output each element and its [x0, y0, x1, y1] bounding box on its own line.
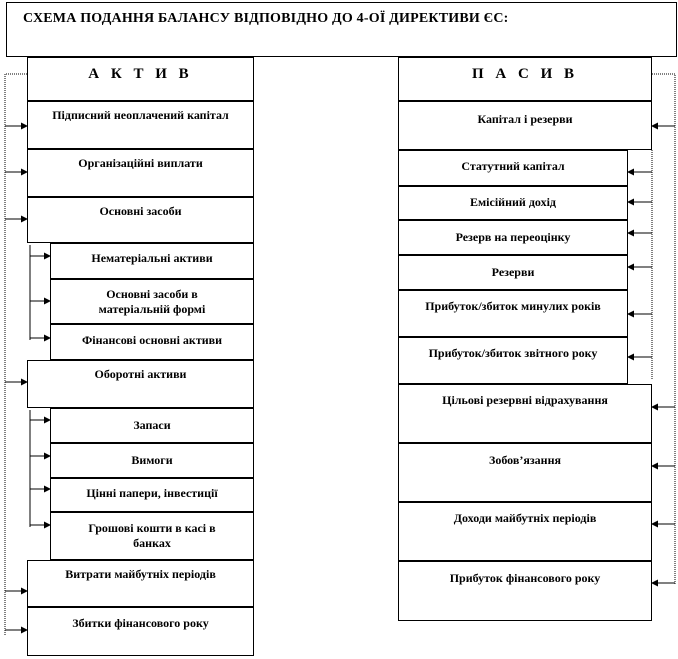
diagram-title-text: СХЕМА ПОДАННЯ БАЛАНСУ ВІДПОВІДНО ДО 4-ОЇ ДИРЕКТИВИ ЄС: [23, 11, 509, 26]
pasyv-header [398, 57, 652, 101]
aktyv-item-tangible [50, 279, 254, 324]
pasyv-item-prior-years-result [398, 290, 628, 337]
aktyv-item-receivables [50, 443, 254, 478]
pasyv-item-label: Цільові резервні відрахування [442, 393, 608, 407]
aktyv-item-label: Фінансові основні активи [81, 333, 223, 347]
pasyv-outer-rail [652, 74, 675, 585]
aktyv-item-label: Цінні папери, інвестиції [86, 486, 218, 500]
pasyv-item-revaluation-reserve [398, 220, 628, 255]
pasyv-header-text: П А С И В [471, 66, 578, 82]
aktyv-item-cash [50, 512, 254, 560]
aktyv-item-year-loss [27, 607, 254, 656]
pasyv-item-label: Прибуток/збиток минулих років [425, 299, 601, 313]
pasyv-item-label: Доходи майбутніх періодів [453, 511, 597, 525]
pasyv-item-reserves [398, 255, 628, 290]
aktyv-outer-rail [5, 74, 27, 635]
aktyv-item-label: Оборотні активи [94, 367, 187, 381]
pasyv-item-share-premium [398, 186, 628, 220]
aktyv-item-inventory [50, 408, 254, 443]
aktyv-item-label: Запаси [133, 418, 171, 432]
aktyv-item-fixed-assets [27, 197, 254, 243]
pasyv-item-label: Капітал і резерви [477, 112, 573, 126]
pasyv-item-label: Прибуток/збиток звітного року [428, 346, 598, 360]
pasyv-item-liabilities [398, 443, 652, 502]
aktyv-item-label: Збитки фінансового року [72, 616, 209, 630]
pasyv-item-label: Прибуток фінансового року [449, 571, 601, 585]
aktyv-item-label: Витрати майбутніх періодів [65, 567, 216, 581]
pasyv-item-provisions [398, 384, 652, 443]
pasyv-item-label: Статутний капітал [461, 159, 565, 173]
pasyv-item-label: Резерв на переоцінку [455, 230, 571, 244]
aktyv-item-org-costs [27, 149, 254, 197]
aktyv-item-label: Основні засоби [99, 204, 182, 218]
pasyv-item-label: Резерви [491, 265, 535, 279]
aktyv-item-label: Вимоги [131, 453, 173, 467]
aktyv-item-unpaid-capital [27, 101, 254, 149]
aktyv-item-financial-fixed [50, 324, 254, 360]
pasyv-item-deferred-income [398, 502, 652, 561]
aktyv-item-intangible [50, 243, 254, 279]
aktyv-item-current-assets [27, 360, 254, 408]
aktyv-item-label: Організаційні виплати [78, 156, 203, 170]
pasyv-item-current-year-result [398, 337, 628, 384]
pasyv-item-year-profit [398, 561, 652, 621]
aktyv-item-label: Основні засоби в матеріальній формі [98, 287, 206, 316]
aktyv-item-label: Нематеріальні активи [91, 251, 213, 265]
aktyv-header-text: А К Т И В [88, 66, 193, 82]
pasyv-item-capital-reserves [398, 101, 652, 150]
pasyv-item-label: Емісійний дохід [469, 195, 556, 209]
pasyv-item-label: Зобов’язання [489, 453, 561, 467]
aktyv-header [27, 57, 254, 101]
aktyv-item-securities [50, 478, 254, 512]
aktyv-item-label: Грошові кошти в касі в банках [88, 521, 216, 550]
pasyv-item-share-capital [398, 150, 628, 186]
aktyv-item-label: Підписний неоплачений капітал [52, 108, 229, 122]
aktyv-item-deferred-expenses [27, 560, 254, 607]
